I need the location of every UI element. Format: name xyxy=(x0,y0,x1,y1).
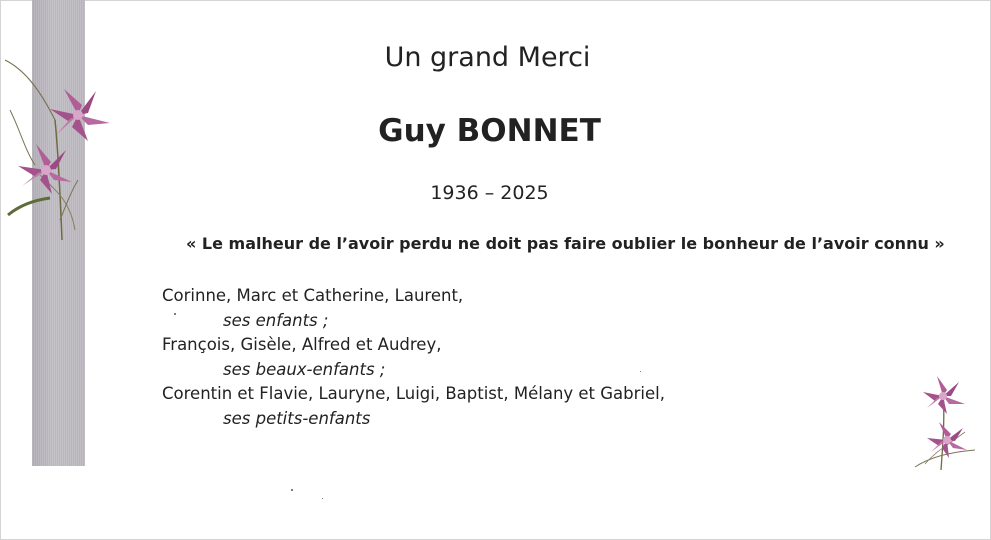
life-dates: 1936 – 2025 xyxy=(430,182,549,204)
family-relation-stepchildren: ses beaux-enfants ; xyxy=(223,359,386,379)
family-names-grandchildren: Corentin et Flavie, Lauryne, Luigi, Baptist, Mélany et Gabriel, xyxy=(162,384,665,403)
scan-speck xyxy=(322,498,323,499)
lily-flowers-left-icon xyxy=(0,50,120,250)
family-list xyxy=(162,284,665,431)
scan-speck xyxy=(174,313,176,315)
memorial-quote: « Le malheur de l’avoir perdu ne doit pas faire oublier le bonheur de l’avoir connu » xyxy=(186,234,945,253)
family-relation-grandchildren: ses petits-enfants xyxy=(223,408,371,428)
family-names-children: Corinne, Marc et Catherine, Laurent, xyxy=(162,286,464,305)
thanks-title: Un grand Merci xyxy=(384,42,591,73)
family-relation-children: ses enfants ; xyxy=(223,310,329,330)
scan-speck xyxy=(640,371,641,372)
deceased-name: Guy BONNET xyxy=(378,113,601,149)
lily-flowers-right-icon xyxy=(905,372,991,472)
family-names-stepchildren: François, Gisèle, Alfred et Audrey, xyxy=(162,335,442,354)
scan-speck xyxy=(291,489,293,491)
